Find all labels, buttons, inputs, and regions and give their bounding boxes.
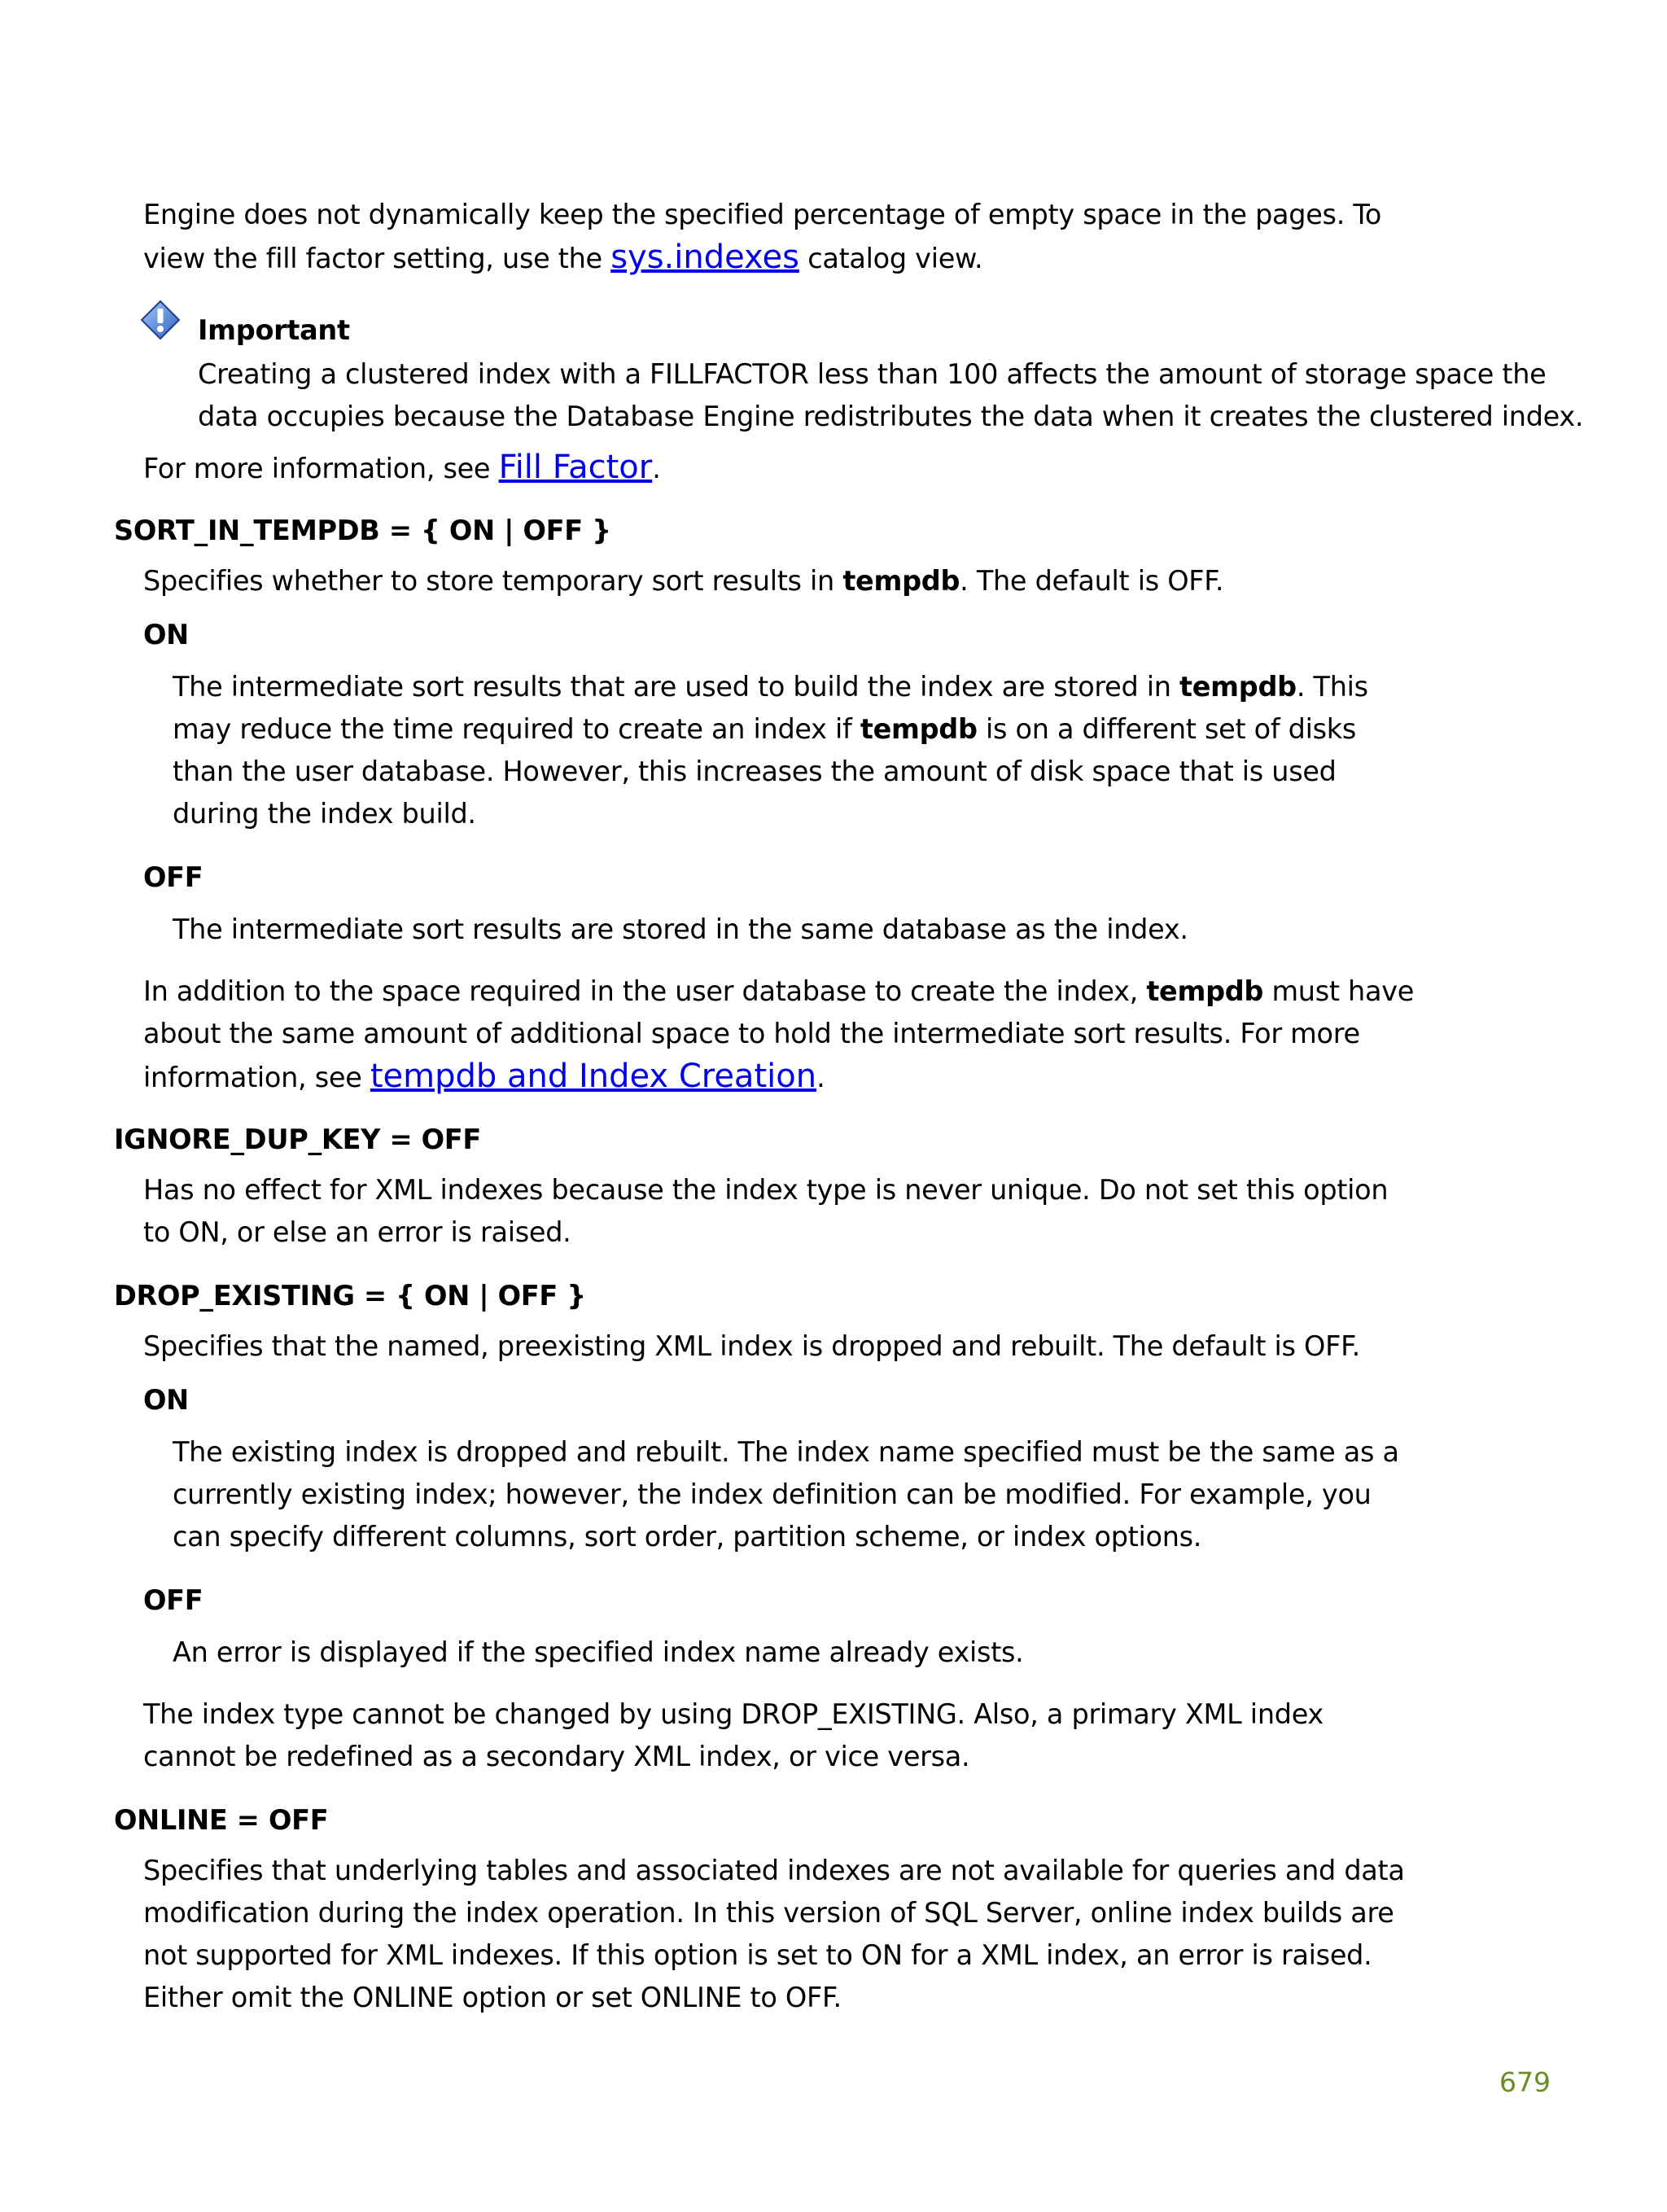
- text: information, see: [143, 1062, 370, 1093]
- more-info-fill-factor: [143, 446, 661, 490]
- drop-on-line1: The existing index is dropped and rebuilt. The index name specified must be the same as a: [173, 1436, 1399, 1468]
- drop-existing-desc: Specifies that the named, preexisting XML index is dropped and rebuilt. The default is OFF.: [143, 1330, 1361, 1362]
- sort-on-line1: [173, 666, 1368, 708]
- text-bold: tempdb: [1179, 671, 1297, 703]
- sort-additional-line2: about the same amount of additional space to hold the intermediate sort results. For more: [143, 1018, 1360, 1049]
- online-line2: modification during the index operation. In this version of SQL Server, online index builds are: [143, 1897, 1394, 1929]
- para-fill-factor-line2: [143, 236, 982, 280]
- fill-factor-link[interactable]: Fill Factor: [498, 449, 653, 486]
- drop-on-label: ON: [143, 1384, 189, 1416]
- text: view the fill factor setting, use the: [143, 243, 611, 274]
- sort-on-line3: than the user database. However, this increases the amount of disk space that is used: [173, 756, 1337, 787]
- sys-indexes-link[interactable]: sys.indexes: [610, 239, 799, 276]
- online-line1: Specifies that underlying tables and associated indexes are not available for queries and data: [143, 1855, 1405, 1886]
- heading-ignore-dup-key: IGNORE_DUP_KEY = OFF: [114, 1124, 481, 1155]
- text: may reduce the time required to create an index if: [173, 713, 860, 745]
- text: . This: [1296, 671, 1368, 703]
- online-line3: not supported for XML indexes. If this option is set to ON for a XML index, an error is raised.: [143, 1939, 1372, 1971]
- drop-note-line2: cannot be redefined as a secondary XML index, or vice versa.: [143, 1741, 970, 1772]
- heading-sort-in-tempdb: SORT_IN_TEMPDB = { ON | OFF }: [114, 515, 611, 546]
- sort-off-label: OFF: [143, 861, 203, 893]
- sort-in-tempdb-desc: [143, 560, 1223, 602]
- online-line4: Either omit the ONLINE option or set ONLINE to OFF.: [143, 1982, 842, 2013]
- text-bold: tempdb: [842, 565, 960, 597]
- text: .: [816, 1062, 825, 1093]
- sort-on-line4: during the index build.: [173, 798, 476, 830]
- important-line1: Creating a clustered index with a FILLFACTOR less than 100 affects the amount of storage space the: [198, 358, 1547, 390]
- para-fill-factor-line1: Engine does not dynamically keep the specified percentage of empty space in the pages. To: [143, 199, 1382, 230]
- sort-additional-line1: [143, 970, 1414, 1013]
- info-icon: [140, 300, 181, 340]
- important-title: Important: [198, 314, 350, 346]
- sort-additional-line3: [143, 1055, 825, 1099]
- sort-on-label: ON: [143, 619, 189, 650]
- text: is on a different set of disks: [977, 713, 1357, 745]
- text: For more information, see: [143, 453, 499, 484]
- drop-on-line2: currently existing index; however, the index definition can be modified. For example, you: [173, 1478, 1372, 1510]
- heading-drop-existing: DROP_EXISTING = { ON | OFF }: [114, 1280, 586, 1312]
- text: .: [652, 453, 661, 484]
- text-bold: tempdb: [860, 713, 978, 745]
- text: Specifies whether to store temporary sort results in: [143, 565, 843, 597]
- text: . The default is OFF.: [960, 565, 1224, 597]
- sort-off-line1: The intermediate sort results are stored in the same database as the index.: [173, 913, 1188, 945]
- heading-online: ONLINE = OFF: [114, 1804, 329, 1836]
- text: must have: [1263, 975, 1415, 1007]
- sort-on-line2: [173, 708, 1356, 751]
- text: catalog view.: [798, 243, 983, 274]
- text: The intermediate sort results that are used to build the index are stored in: [173, 671, 1180, 703]
- text: In addition to the space required in the user database to create the index,: [143, 975, 1147, 1007]
- ignore-dup-key-line2: to ON, or else an error is raised.: [143, 1216, 571, 1248]
- text-bold: tempdb: [1146, 975, 1264, 1007]
- ignore-dup-key-line1: Has no effect for XML indexes because the index type is never unique. Do not set this option: [143, 1174, 1389, 1206]
- page-number: 679: [1499, 2066, 1551, 2098]
- tempdb-index-creation-link[interactable]: tempdb and Index Creation: [370, 1058, 817, 1095]
- drop-on-line3: can specify different columns, sort order, partition scheme, or index options.: [173, 1521, 1202, 1553]
- drop-off-label: OFF: [143, 1584, 203, 1616]
- important-line2: data occupies because the Database Engine redistributes the data when it creates the clustered index.: [198, 401, 1584, 432]
- drop-off-line1: An error is displayed if the specified index name already exists.: [173, 1636, 1024, 1668]
- drop-note-line1: The index type cannot be changed by using DROP_EXISTING. Also, a primary XML index: [143, 1698, 1324, 1730]
